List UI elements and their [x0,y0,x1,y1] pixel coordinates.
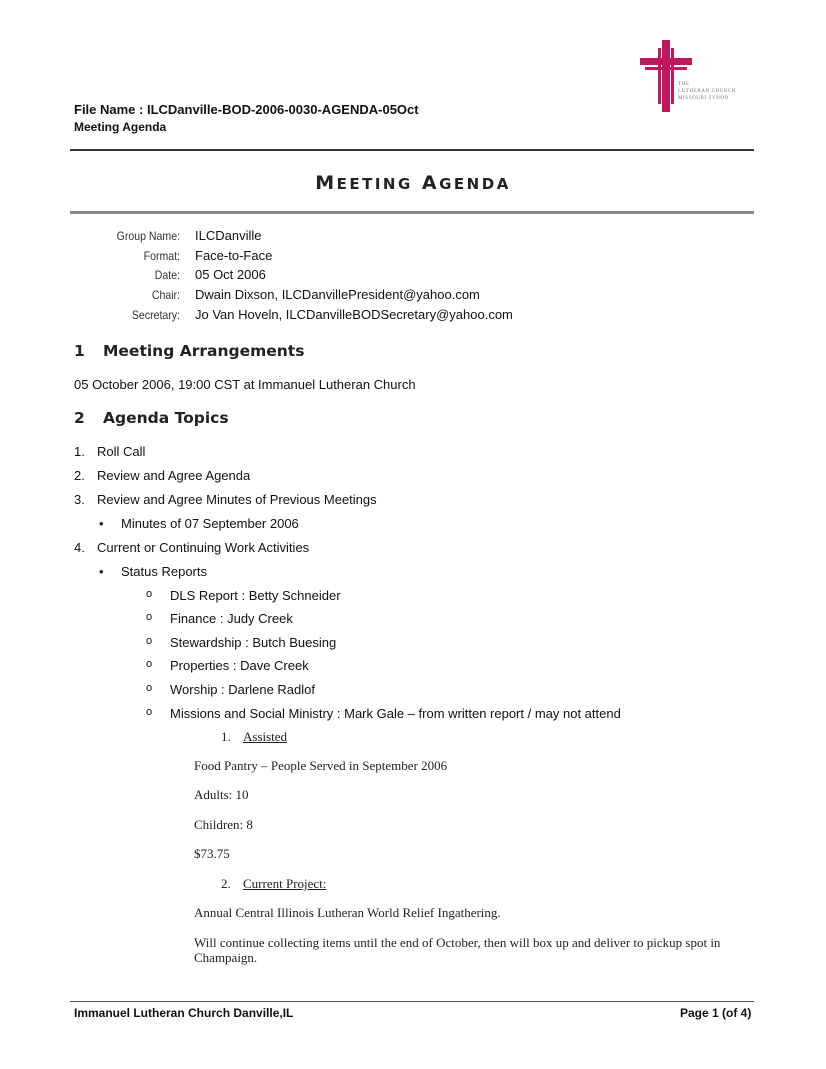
date-value: 05 Oct 2006 [195,267,266,282]
secretary-value: Jo Van Hoveln, ILCDanvilleBODSecretary@yahoo.com [195,307,513,322]
missions-item-1-label: Assisted [243,729,288,744]
children-count: Children: 8 [194,817,253,832]
missions-item-2-number: 2. [221,876,231,891]
minutes-bullet: Minutes of 07 September 2006 [121,516,299,531]
header-rule [70,149,754,151]
secretary-label: Secretary: [131,308,180,322]
agenda-item-4: Current or Continuing Work Activities [97,540,310,555]
bullet-icon: • [99,564,104,579]
title-first-rest: EETING [336,175,413,193]
logo-text-3: MISSOURI SYNOD [678,96,729,101]
footer-rule [70,1001,754,1002]
circle-bullet-icon: o [146,706,153,718]
bullet-icon: • [99,516,104,531]
page-title [0,172,826,194]
footer-church-name: Immanuel Lutheran Church Danville,IL [74,1006,294,1020]
project-text: Annual Central Illinois Lutheran World Relief Ingathering. [194,905,501,920]
section-2-number: 2 [74,409,85,427]
report-worship: Worship : Darlene Radlof [170,682,315,697]
agenda-item-4-number: 4. [74,540,85,555]
adults-count: Adults: 10 [194,787,249,802]
section-1-title: Meeting Arrangements [103,342,305,360]
agenda-item-1: Roll Call [97,444,146,459]
date-label: Date: [154,268,180,282]
report-stewardship: Stewardship : Butch Buesing [170,635,337,650]
continue-text-line-1: Will continue collecting items until the end of October, then will box up and deliver to pickup spot in [194,935,721,950]
section-1-number: 1 [74,342,85,360]
agenda-item-3: Review and Agree Minutes of Previous Meetings [97,492,377,507]
section-2-heading [74,409,229,427]
section-2-title: Agenda Topics [103,409,229,427]
meeting-arrangements-text: 05 October 2006, 19:00 CST at Immanuel Lutheran Church [74,377,416,392]
report-properties: Properties : Dave Creek [170,658,309,673]
continue-text-line-2: Champaign. [194,950,258,965]
chair-value: Dwain Dixson, ILCDanvillePresident@yahoo.com [195,287,480,302]
circle-bullet-icon: o [146,588,153,600]
title-second-initial: A [421,172,440,194]
agenda-item-2-number: 2. [74,468,85,483]
circle-bullet-icon: o [146,611,153,623]
missions-item-1-number: 1. [221,729,231,744]
circle-bullet-icon: o [146,635,153,647]
food-pantry-text: Food Pantry – People Served in September 2006 [194,758,448,773]
chair-label: Chair: [151,288,180,302]
logo-text-2: LUTHERAN CHURCH [678,89,737,94]
section-1-heading [74,342,304,360]
title-rule [70,211,754,214]
agenda-item-2: Review and Agree Agenda [97,468,251,483]
report-finance: Finance : Judy Creek [170,611,293,626]
group-name-value: ILCDanville [195,228,262,243]
format-label: Format: [143,249,180,263]
file-name: File Name : ILCDanville-BOD-2006-0030-AGENDA-05Oct [74,102,419,117]
logo-text-1: THE [678,82,690,87]
title-first-initial: M [315,172,337,194]
format-value: Face-to-Face [195,248,273,263]
document-subtitle: Meeting Agenda [74,120,167,134]
agenda-item-1-number: 1. [74,444,85,459]
church-logo [638,40,758,112]
report-dls: DLS Report : Betty Schneider [170,588,341,603]
circle-bullet-icon: o [146,682,153,694]
agenda-item-3-number: 3. [74,492,85,507]
circle-bullet-icon: o [146,658,153,670]
report-missions: Missions and Social Ministry : Mark Gale – from written report / may not attend [170,706,621,721]
status-reports-bullet: Status Reports [121,564,207,579]
group-name-label: Group Name: [116,229,180,243]
missions-item-2-label: Current Project: [243,876,327,891]
amount-value: $73.75 [194,846,230,861]
footer-page-number: Page 1 (of 4) [680,1006,752,1020]
title-second-rest: GENDA [439,175,511,193]
